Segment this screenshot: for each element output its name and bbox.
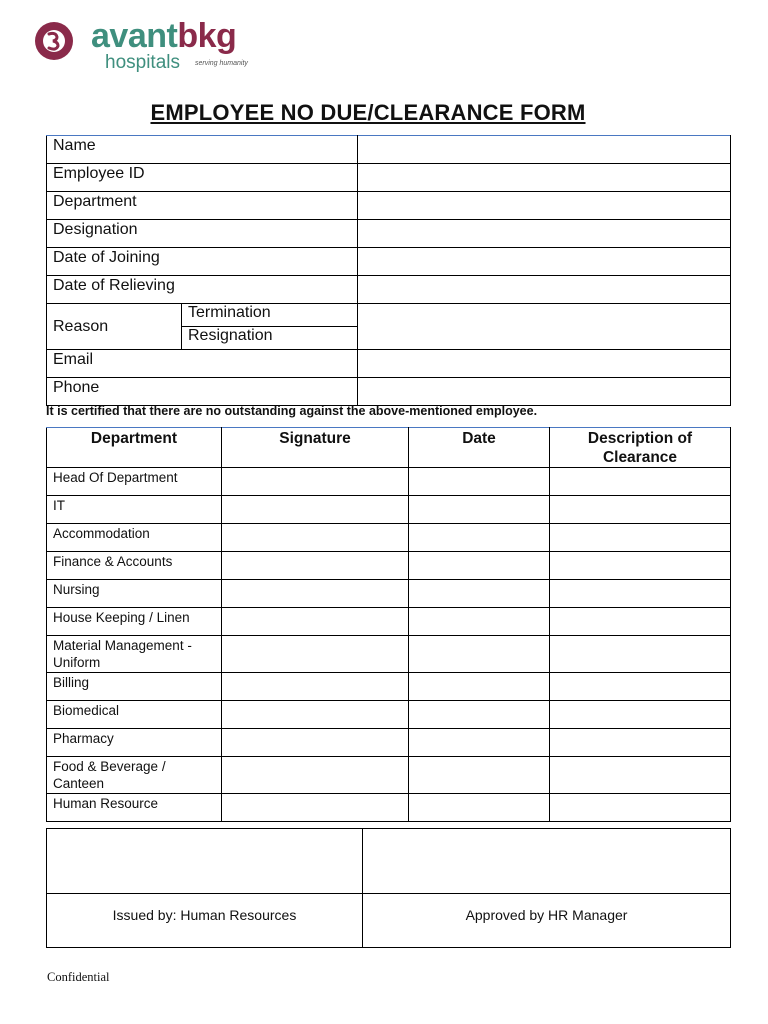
description-cell[interactable]	[550, 580, 731, 608]
description-cell[interactable]	[550, 524, 731, 552]
signature-cell[interactable]	[222, 757, 409, 794]
designation-label: Designation	[47, 220, 358, 248]
confidential-footer: Confidential	[47, 970, 110, 984]
clearance-row	[47, 608, 731, 636]
employee-id-label: Employee ID	[47, 164, 358, 192]
department-name-cell: Human Resource	[47, 794, 222, 822]
date-cell[interactable]	[409, 524, 550, 552]
clearance-row	[47, 794, 731, 822]
date-of-relieving-field[interactable]	[358, 276, 731, 304]
department-name-cell: IT	[47, 496, 222, 524]
reason-label: Reason	[47, 304, 182, 350]
reason-termination-option[interactable]: Termination	[182, 304, 358, 327]
logo-tagline: serving humanity	[195, 60, 248, 67]
name-label: Name	[47, 136, 358, 164]
department-name-cell: Accommodation	[47, 524, 222, 552]
description-cell[interactable]	[550, 794, 731, 822]
phone-label: Phone	[47, 378, 358, 406]
description-cell[interactable]	[550, 468, 731, 496]
date-cell[interactable]	[409, 729, 550, 757]
reason-row	[47, 304, 731, 327]
description-cell[interactable]	[550, 701, 731, 729]
date-column-header: Date	[409, 428, 550, 468]
logo-wordmark: avantbkg	[91, 17, 237, 55]
department-name-cell: Nursing	[47, 580, 222, 608]
description-cell[interactable]	[550, 757, 731, 794]
form-title: EMPLOYEE NO DUE/CLEARANCE FORM	[150, 100, 586, 125]
name-field[interactable]	[358, 136, 731, 164]
description-cell[interactable]	[550, 729, 731, 757]
department-name-cell: Food & Beverage / Canteen	[47, 757, 222, 794]
signature-cell[interactable]	[222, 636, 409, 673]
department-clearance-table	[46, 427, 731, 822]
certification-statement: It is certified that there are no outstanding against the above-mentioned employee.	[46, 404, 538, 418]
date-of-joining-row	[47, 248, 731, 276]
clearance-header-row	[47, 428, 731, 468]
date-cell[interactable]	[409, 608, 550, 636]
approved-by-label: Approved by HR Manager	[363, 894, 731, 948]
department-name-cell: House Keeping / Linen	[47, 608, 222, 636]
employee-id-field[interactable]	[358, 164, 731, 192]
date-cell[interactable]	[409, 794, 550, 822]
clearance-row	[47, 729, 731, 757]
signature-cell[interactable]	[222, 580, 409, 608]
date-of-joining-label: Date of Joining	[47, 248, 358, 276]
signature-cell[interactable]	[222, 496, 409, 524]
description-cell[interactable]	[550, 552, 731, 580]
date-cell[interactable]	[409, 673, 550, 701]
clearance-rows	[47, 468, 731, 822]
reason-resignation-option[interactable]: Resignation	[182, 327, 358, 350]
clearance-row	[47, 757, 731, 794]
signature-cell[interactable]	[222, 608, 409, 636]
department-name-cell: Head Of Department	[47, 468, 222, 496]
department-name-cell: Finance & Accounts	[47, 552, 222, 580]
phone-row	[47, 378, 731, 406]
approved-by-signature-box[interactable]	[363, 829, 731, 894]
description-column-header: Description of Clearance	[550, 428, 731, 468]
description-cell[interactable]	[550, 636, 731, 673]
signoff-label-row	[47, 894, 731, 948]
signature-cell[interactable]	[222, 794, 409, 822]
date-cell[interactable]	[409, 580, 550, 608]
description-cell[interactable]	[550, 608, 731, 636]
date-cell[interactable]	[409, 552, 550, 580]
signature-cell[interactable]	[222, 524, 409, 552]
hospital-logo	[34, 16, 274, 76]
date-cell[interactable]	[409, 701, 550, 729]
signature-space-row	[47, 829, 731, 894]
clearance-row	[47, 701, 731, 729]
clearance-row	[47, 524, 731, 552]
date-of-joining-field[interactable]	[358, 248, 731, 276]
signature-cell[interactable]	[222, 701, 409, 729]
signature-cell[interactable]	[222, 729, 409, 757]
date-cell[interactable]	[409, 757, 550, 794]
logo-subtitle: hospitals	[105, 52, 180, 73]
signature-cell[interactable]	[222, 673, 409, 701]
department-field[interactable]	[358, 192, 731, 220]
department-row	[47, 192, 731, 220]
description-cell[interactable]	[550, 673, 731, 701]
clearance-row	[47, 673, 731, 701]
department-column-header: Department	[47, 428, 222, 468]
clearance-row	[47, 468, 731, 496]
department-name-cell: Billing	[47, 673, 222, 701]
department-name-cell: Pharmacy	[47, 729, 222, 757]
phone-field[interactable]	[358, 378, 731, 406]
name-row	[47, 136, 731, 164]
email-label: Email	[47, 350, 358, 378]
clearance-row	[47, 580, 731, 608]
issued-by-signature-box[interactable]	[47, 829, 363, 894]
issued-by-label: Issued by: Human Resources	[47, 894, 363, 948]
clearance-row	[47, 496, 731, 524]
signature-cell[interactable]	[222, 468, 409, 496]
department-name-cell: Material Management - Uniform	[47, 636, 222, 673]
designation-row	[47, 220, 731, 248]
designation-field[interactable]	[358, 220, 731, 248]
clearance-row	[47, 636, 731, 673]
date-of-relieving-row	[47, 276, 731, 304]
email-row	[47, 350, 731, 378]
department-label: Department	[47, 192, 358, 220]
employee-id-row	[47, 164, 731, 192]
description-cell[interactable]	[550, 496, 731, 524]
clearance-row	[47, 552, 731, 580]
signature-cell[interactable]	[222, 552, 409, 580]
reason-field[interactable]	[358, 304, 731, 350]
logo-emblem-icon	[34, 21, 74, 61]
date-cell[interactable]	[409, 636, 550, 673]
signoff-table	[46, 828, 731, 948]
email-field[interactable]	[358, 350, 731, 378]
employee-info-table	[46, 135, 731, 406]
date-cell[interactable]	[409, 468, 550, 496]
date-of-relieving-label: Date of Relieving	[47, 276, 358, 304]
department-name-cell: Biomedical	[47, 701, 222, 729]
signature-column-header: Signature	[222, 428, 409, 468]
date-cell[interactable]	[409, 496, 550, 524]
